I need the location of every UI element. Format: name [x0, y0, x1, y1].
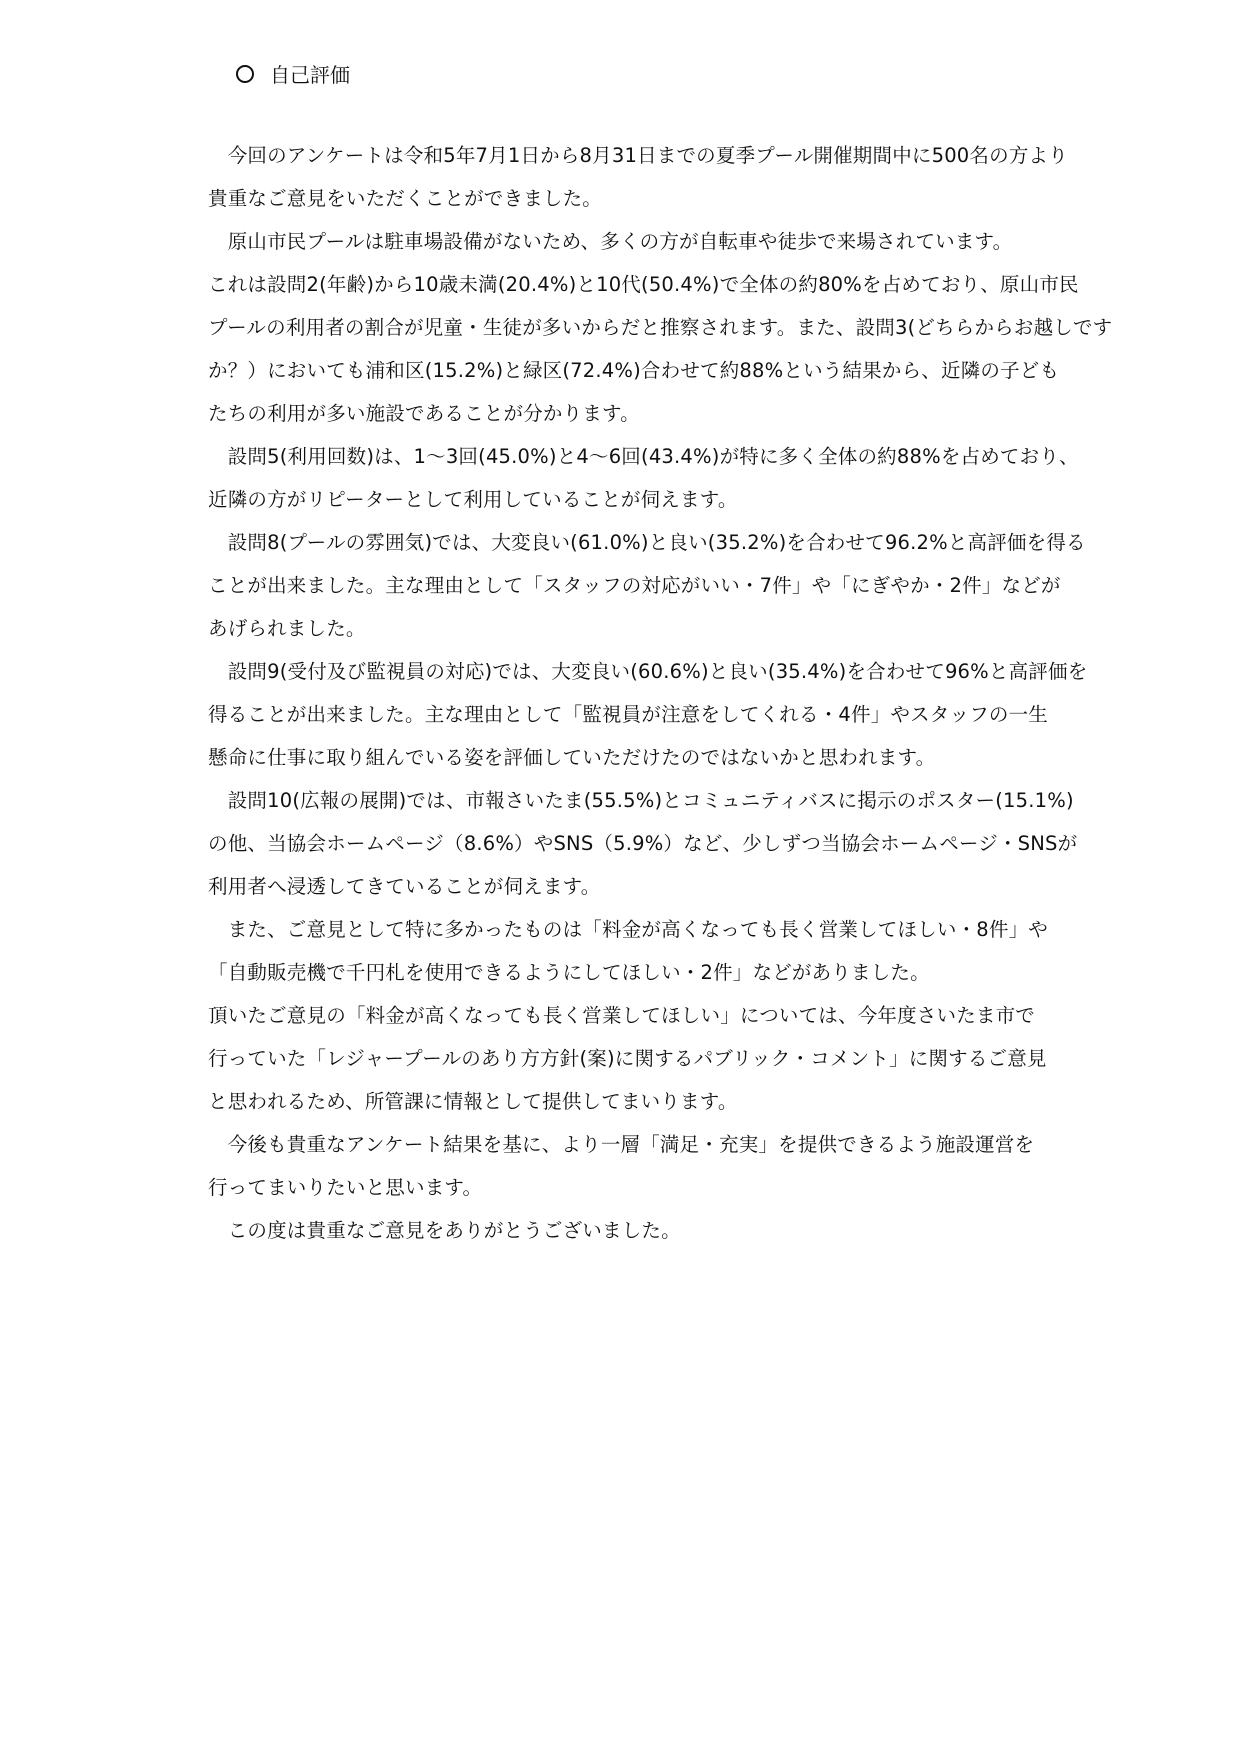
- text-line: 今後も貴重なアンケート結果を基に、より一層「満足・充実」を提供できるよう施設運営を: [208, 1133, 1035, 1156]
- text-line: また、ご意見として特に多かったものは「料金が高くなっても長く営業してほしい・8件」や: [208, 918, 1049, 941]
- text-line: 今回のアンケートは令和5年7月1日から8月31日までの夏季プール開催期間中に500名の方より: [208, 144, 1068, 167]
- text-line: ことが出来ました。主な理由として「スタッフの対応がいい・7件」や「にぎやか・2件」などが: [208, 574, 1061, 597]
- text-line: の他、当協会ホームページ（8.6%）やSNS（5.9%）など、少しずつ当協会ホームページ・SNSが: [208, 832, 1078, 855]
- text-line: 行ってまいりたいと思います。: [208, 1176, 483, 1199]
- text-line: 「自動販売機で千円札を使用できるようにしてほしい・2件」などがありました。: [208, 961, 930, 984]
- text-line: たちの利用が多い施設であることが分かります。: [208, 402, 640, 425]
- text-line: 利用者へ浸透してきていることが伺えます。: [208, 875, 601, 898]
- text-line: 設問8(プールの雰囲気)では、大変良い(61.0%)と良い(35.2%)を合わせて96.2%と高評価を得る: [208, 531, 1086, 554]
- section-heading: [236, 60, 350, 90]
- text-line: これは設問2(年齢)から10歳未満(20.4%)と10代(50.4%)で全体の約80%を占めており、原山市民: [208, 273, 1079, 296]
- text-line: 設問9(受付及び監視員の対応)では、大変良い(60.6%)と良い(35.4%)を合わせて96%と高評価を: [208, 660, 1088, 683]
- text-line: 頂いたご意見の「料金が高くなっても長く営業してほしい」については、今年度さいたま市で: [208, 1004, 1036, 1027]
- text-line: と思われるため、所管課に情報として提供してまいります。: [208, 1090, 738, 1113]
- text-line: 貴重なご意見をいただくことができました。: [208, 187, 603, 210]
- text-line: 近隣の方がリピーターとして利用していることが伺えます。: [208, 488, 738, 511]
- text-line: 設問10(広報の展開)では、市報さいたま(55.5%)とコミュニティバスに掲示のポスター(15.1%): [208, 789, 1074, 812]
- text-line: あげられました。: [208, 617, 366, 640]
- body-text: [208, 134, 1168, 1252]
- section-heading-text: 自己評価: [270, 63, 350, 87]
- text-line: 行っていた「レジャープールのあり方方針(案)に関するパブリック・コメント」に関するご意見: [208, 1047, 1047, 1070]
- text-line: 得ることが出来ました。主な理由として「監視員が注意をしてくれる・4件」やスタッフの一生: [208, 703, 1049, 726]
- text-line: 懸命に仕事に取り組んでいる姿を評価していただけたのではないかと思われます。: [208, 746, 936, 769]
- text-line: 原山市民プールは駐車場設備がないため、多くの方が自転車や徒歩で来場されています。: [208, 230, 1013, 253]
- text-line: この度は貴重なご意見をありがとうございました。: [208, 1219, 681, 1242]
- text-line: か？）においても浦和区(15.2%)と緑区(72.4%)合わせて約88%という結果から、近隣の子ども: [208, 359, 1060, 382]
- circle-bullet-icon: [236, 65, 254, 83]
- text-line: プールの利用者の割合が児童・生徒が多いからだと推察されます。また、設問3(どちらからお越しです: [208, 316, 1113, 339]
- text-line: 設問5(利用回数)は、1～3回(45.0%)と4～6回(43.4%)が特に多く全体の約88%を占めており、: [208, 445, 1079, 468]
